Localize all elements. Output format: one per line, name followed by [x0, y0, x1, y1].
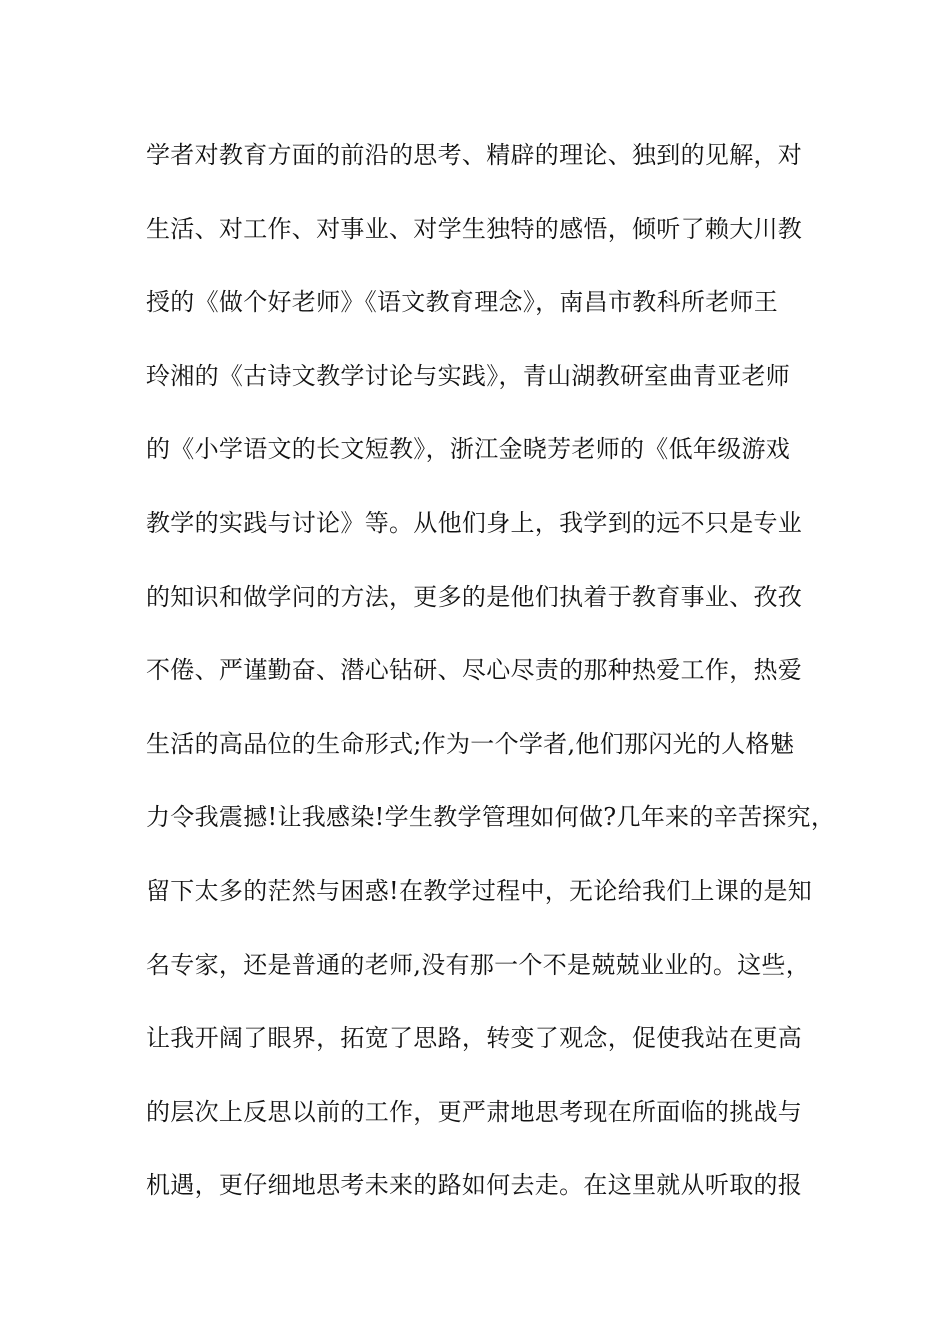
text-line: 机遇，更仔细地思考未来的路如何去走。在这里就从听取的报: [146, 1171, 803, 1200]
text-line: 学者对教育方面的前沿的思考、精辟的理论、独到的见解，对: [146, 141, 803, 169]
text-line: 不倦、严谨勤奋、潜心钻研、尽心尽责的那种热爱工作，热爱: [146, 656, 803, 685]
text-line: 的层次上反思以前的工作，更严肃地思考现在所面临的挑战与: [146, 1097, 803, 1126]
text-line: 授的《做个好老师》《语文教育理念》，南昌市教科所老师王: [146, 288, 779, 317]
text-line: 生活的高品位的生命形式;作为一个学者,他们那闪光的人格魅: [146, 729, 795, 758]
text-line: 的《小学语文的长文短教》，浙江金晓芳老师的《低年级游戏: [146, 435, 791, 464]
text-line: 生活、对工作、对事业、对学生独特的感悟，倾听了赖大川教: [146, 214, 803, 243]
text-line: 让我开阔了眼界，拓宽了思路，转变了观念，促使我站在更高: [146, 1024, 803, 1053]
text-line: 玲湘的《古诗文教学讨论与实践》，青山湖教研室曲青亚老师: [146, 361, 791, 390]
text-line: 名专家，还是普通的老师,没有那一个不是兢兢业业的。这些，: [146, 950, 811, 979]
text-line: 教学的实践与讨论》等。从他们身上，我学到的远不只是专业: [146, 508, 803, 537]
text-line: 的知识和做学问的方法，更多的是他们执着于教育事业、孜孜: [146, 582, 803, 611]
text-line: 留下太多的茫然与困惑!在教学过程中，无论给我们上课的是知: [146, 876, 813, 905]
body-text: [146, 132, 836, 1236]
text-line: 力令我震撼!让我感染!学生教学管理如何做?几年来的辛苦探究，: [146, 803, 836, 832]
